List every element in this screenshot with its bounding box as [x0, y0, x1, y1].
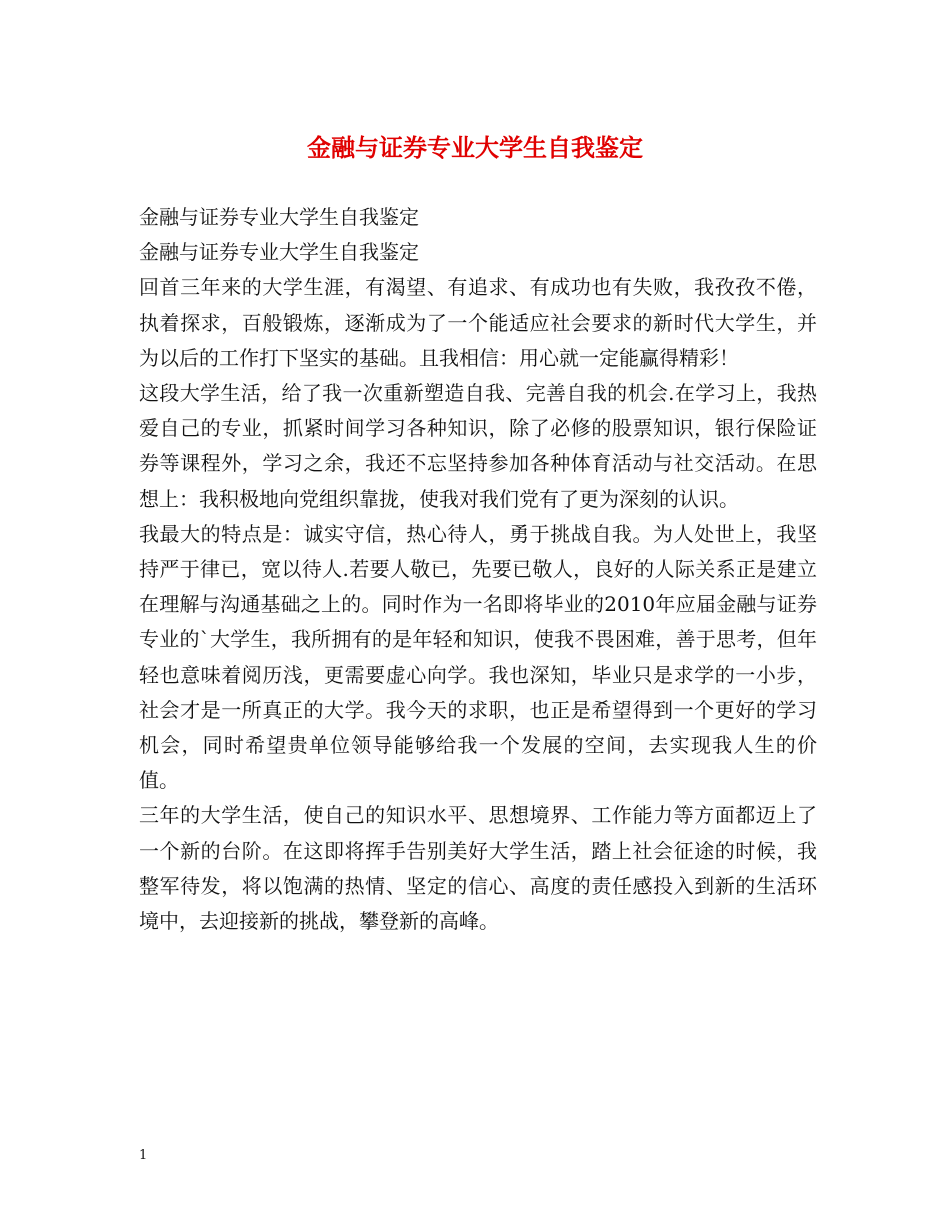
paragraph-subtitle-2: 金融与证券专业大学生自我鉴定 — [139, 240, 419, 265]
paragraph-study: 这段大学生活，给了我一次重新塑造自我、完善自我的机会.在学习上，我热爱自己的专业，抓紧时间学习各种知识，除了必修的股票知识，银行保险证券等课程外，学习之余，我还不忘坚持参加各种体育活动与社交活动。在思想上：我积极地向党组织靠拢，使我对我们党有了更为深刻的认识。 — [139, 381, 817, 511]
paragraph-subtitle-1: 金融与证券专业大学生自我鉴定 — [139, 205, 419, 229]
document-title: 金融与证券专业大学生自我鉴定 — [307, 133, 643, 162]
page-number: 1 — [139, 1148, 148, 1163]
document-body — [139, 200, 817, 939]
paragraph-intro: 回首三年来的大学生涯，有渴望、有追求、有成功也有失败，我孜孜不倦，执着探求，百般锻炼，逐渐成为了一个能适应社会要求的新时代大学生，并为以后的工作打下坚实的基础。且我相信：用心就一定能赢得精彩！ — [139, 275, 817, 370]
paragraph-character: 我最大的特点是：诚实守信，热心待人，勇于挑战自我。为人处世上，我坚持严于律已，宽以待人.若要人敬已，先要已敬人，良好的人际关系正是建立在理解与沟通基础之上的。同时作为一名即将毕业的2010年应届金融与证券专业的`大学生，我所拥有的是年轻和知识，使我不畏困难，善于思考，但年轻也意味着阅历浅，更需要虚心向学。我也深知，毕业只是求学的一小步，社会才是一所真正的大学。我今天的求职，也正是希望得到一个更好的学习机会，同时希望贵单位领导能够给我一个发展的空间，去实现我人生的价值。 — [139, 521, 817, 793]
paragraph-conclusion: 三年的大学生活，使自己的知识水平、思想境界、工作能力等方面都迈上了一个新的台阶。在这即将挥手告别美好大学生活，踏上社会征途的时候，我整军待发，将以饱满的热情、坚定的信心、高度的责任感投入到新的生活环境中，去迎接新的挑战，攀登新的高峰。 — [139, 803, 817, 934]
